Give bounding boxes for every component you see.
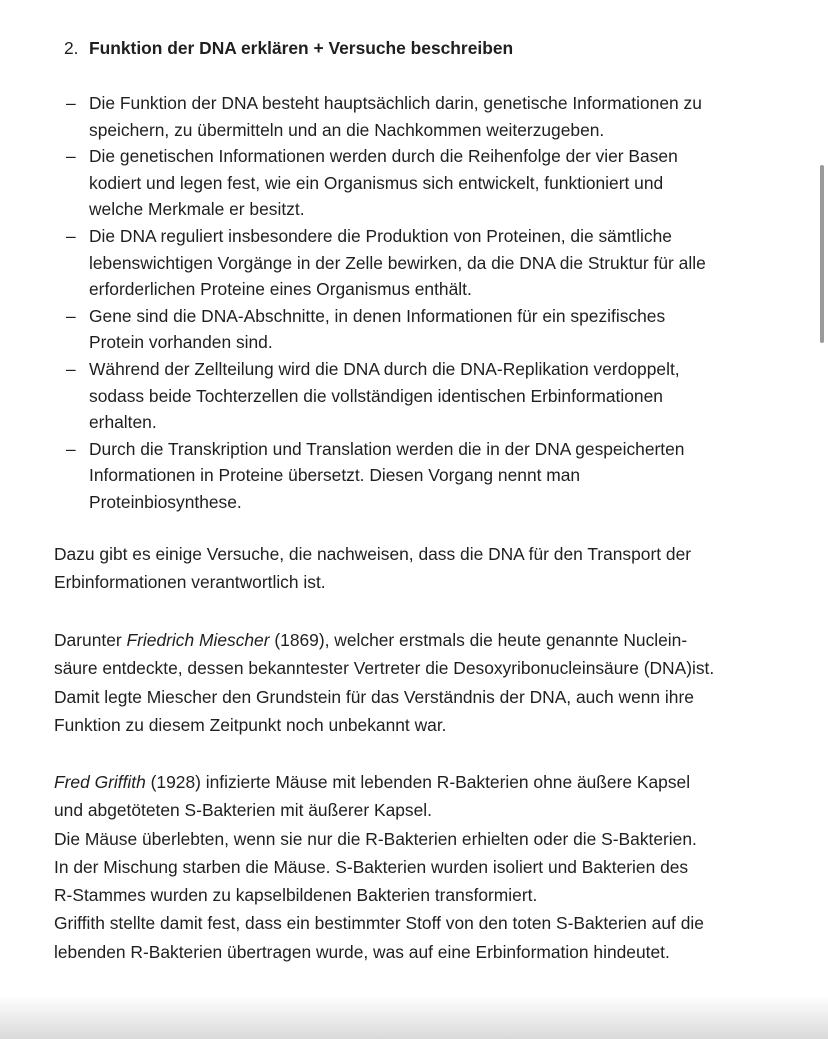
paragraph-line: und abgetöteten S-Bakterien mit äußerer Kapsel. xyxy=(54,800,432,821)
list-item-line: erforderlichen Proteine eines Organismus enthält. xyxy=(89,279,472,300)
scientist-name: Friedrich Miescher xyxy=(126,630,270,650)
list-item-line: Informationen in Proteine übersetzt. Diesen Vorgang nennt man xyxy=(89,465,581,486)
paragraph-line: säure entdeckte, dessen bekanntester Vertreter die Desoxyribonucleinsäure (DNA)ist. xyxy=(54,658,715,679)
list-item xyxy=(64,436,774,516)
line-prefix: Darunter xyxy=(54,630,127,650)
dash-bullet: – xyxy=(66,305,76,326)
paragraph-line xyxy=(54,768,784,796)
section-number: 2. xyxy=(64,38,79,58)
paragraph-line: Dazu gibt es einige Versuche, die nachweisen, dass die DNA für den Transport der xyxy=(54,544,692,564)
line-suffix: (1869), welcher erstmals die heute genannte Nuclein- xyxy=(269,630,688,650)
list-item-line: Die Funktion der DNA besteht hauptsächlich darin, genetische Informationen zu xyxy=(89,93,702,113)
miescher-paragraph xyxy=(54,626,784,739)
scientist-name: Fred Griffith xyxy=(54,772,146,792)
list-item xyxy=(64,356,774,436)
list-item-line: sodass beide Tochterzellen die vollständigen identischen Erbinformationen xyxy=(89,385,663,406)
list-item-line: Protein vorhanden sind. xyxy=(89,332,273,353)
list-item-line: welche Merkmale er besitzt. xyxy=(89,199,305,220)
dash-bullet: – xyxy=(66,146,76,167)
list-item-line: Die DNA reguliert insbesondere die Produktion von Proteinen, die sämtliche xyxy=(89,225,672,246)
section-title: Funktion der DNA erklären + Versuche beschreiben xyxy=(89,38,514,58)
list-item xyxy=(64,223,774,303)
list-item xyxy=(64,90,774,143)
list-item xyxy=(64,143,774,223)
paragraph-line: Funktion zu diesem Zeitpunkt noch unbekannt war. xyxy=(54,714,447,735)
list-item-line: lebenswichtigen Vorgänge in der Zelle bewirken, da die DNA die Struktur für alle xyxy=(89,252,706,273)
list-item-line: kodiert und legen fest, wie ein Organismus sich entwickelt, funktioniert und xyxy=(89,172,664,193)
list-item-line: Durch die Transkription und Translation werden die in der DNA gespeicherten xyxy=(89,438,685,459)
vertical-scrollbar[interactable] xyxy=(820,165,824,343)
list-item xyxy=(64,303,774,356)
list-item-line: speichern, zu übermitteln und an die Nachkommen weiterzugeben. xyxy=(89,119,605,140)
paragraph-line: lebenden R-Bakterien übertragen wurde, was auf eine Erbinformation hindeutet. xyxy=(54,941,670,962)
section-heading xyxy=(64,36,513,60)
dna-function-list xyxy=(64,90,774,516)
dash-bullet: – xyxy=(66,438,76,459)
paragraph-line: Griffith stellte damit fest, dass ein bestimmter Stoff von den toten S-Bakterien auf die xyxy=(54,913,704,934)
griffith-paragraph xyxy=(54,768,784,966)
list-item-line: erhalten. xyxy=(89,412,157,433)
list-item-line: Proteinbiosynthese. xyxy=(89,491,242,512)
paragraph-line xyxy=(54,626,784,654)
paragraph-line: In der Mischung starben die Mäuse. S-Bakterien wurden isoliert und Bakterien des xyxy=(54,856,689,877)
intro-paragraph xyxy=(54,540,784,597)
paragraph-line: Erbinformationen verantwortlich ist. xyxy=(54,572,326,593)
dash-bullet: – xyxy=(66,93,76,113)
dash-bullet: – xyxy=(66,358,76,379)
dash-bullet: – xyxy=(66,225,76,246)
list-item-line: Gene sind die DNA-Abschnitte, in denen Informationen für ein spezifisches xyxy=(89,305,666,326)
line-suffix: (1928) infizierte Mäuse mit lebenden R-Bakterien ohne äußere Kapsel xyxy=(145,772,691,792)
bottom-shadow xyxy=(0,995,828,1039)
list-item-line: Die genetischen Informationen werden durch die Reihenfolge der vier Basen xyxy=(89,146,678,167)
paragraph-line: Die Mäuse überlebten, wenn sie nur die R-Bakterien erhielten oder die S-Bakterien. xyxy=(54,828,697,849)
paragraph-line: Damit legte Miescher den Grundstein für das Verständnis der DNA, auch wenn ihre xyxy=(54,686,694,707)
paragraph-line: R-Stammes wurden zu kapselbildenen Bakterien transformiert. xyxy=(54,885,538,906)
list-item-line: Während der Zellteilung wird die DNA durch die DNA-Replikation verdoppelt, xyxy=(89,358,680,379)
